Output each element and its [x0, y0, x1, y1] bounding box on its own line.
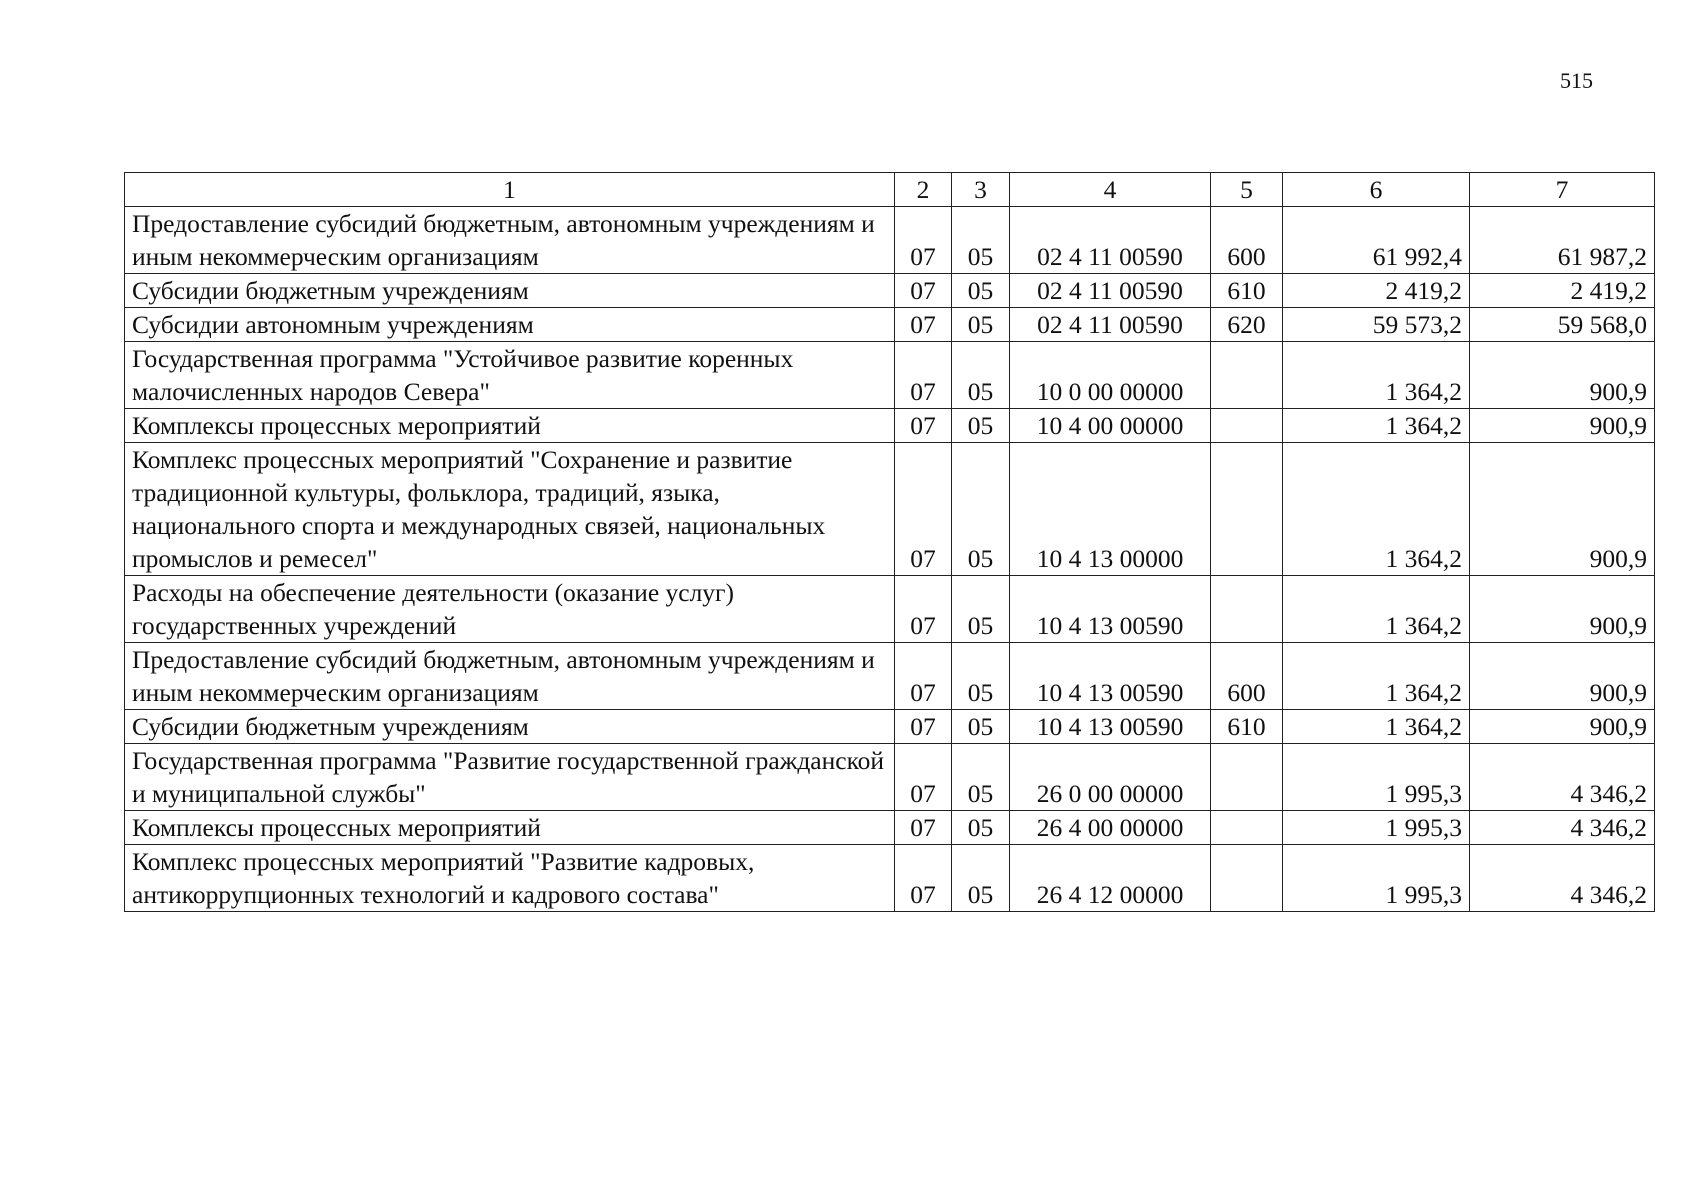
expense-type-cell — [1211, 744, 1283, 811]
table-row — [125, 207, 1655, 274]
table-row — [125, 443, 1655, 576]
amount-col7-cell: 61 987,2 — [1470, 207, 1655, 274]
section-code-cell: 07 — [895, 308, 952, 342]
table-row — [125, 342, 1655, 409]
subsection-code-cell: 05 — [952, 744, 1010, 811]
amount-col7-cell: 900,9 — [1470, 409, 1655, 443]
expense-type-cell — [1211, 811, 1283, 845]
expense-type-cell: 620 — [1211, 308, 1283, 342]
section-code-cell: 07 — [895, 744, 952, 811]
expense-type-cell — [1211, 443, 1283, 576]
expense-type-cell: 600 — [1211, 207, 1283, 274]
target-article-cell: 10 0 00 00000 — [1010, 342, 1211, 409]
subsection-code-cell: 05 — [952, 443, 1010, 576]
expense-type-cell: 600 — [1211, 643, 1283, 710]
section-code-cell: 07 — [895, 643, 952, 710]
section-code-cell: 07 — [895, 409, 952, 443]
amount-col6-cell: 59 573,2 — [1283, 308, 1470, 342]
target-article-cell: 26 4 12 00000 — [1010, 845, 1211, 912]
amount-col6-cell: 1 364,2 — [1283, 643, 1470, 710]
table-row — [125, 845, 1655, 912]
table-header-row — [125, 173, 1655, 207]
amount-col7-cell: 900,9 — [1470, 443, 1655, 576]
section-code-cell: 07 — [895, 710, 952, 744]
row-name-cell: Расходы на обеспечение деятельности (оказание услуг) государственных учреждений — [125, 576, 895, 643]
expense-type-cell — [1211, 409, 1283, 443]
amount-col7-cell: 59 568,0 — [1470, 308, 1655, 342]
column-header-2: 2 — [895, 173, 952, 207]
section-code-cell: 07 — [895, 845, 952, 912]
column-header-3: 3 — [952, 173, 1010, 207]
row-name-cell: Комплекс процессных мероприятий "Развитие кадровых, антикоррупционных технологий и кадрового состава" — [125, 845, 895, 912]
amount-col7-cell: 4 346,2 — [1470, 811, 1655, 845]
target-article-cell: 26 0 00 00000 — [1010, 744, 1211, 811]
amount-col7-cell: 4 346,2 — [1470, 845, 1655, 912]
expense-type-cell — [1211, 576, 1283, 643]
section-code-cell: 07 — [895, 443, 952, 576]
target-article-cell: 10 4 13 00000 — [1010, 443, 1211, 576]
table-row — [125, 710, 1655, 744]
row-name-cell: Субсидии бюджетным учреждениям — [125, 710, 895, 744]
subsection-code-cell: 05 — [952, 643, 1010, 710]
row-name-cell: Комплексы процессных мероприятий — [125, 811, 895, 845]
column-header-4: 4 — [1010, 173, 1211, 207]
subsection-code-cell: 05 — [952, 274, 1010, 308]
expense-type-cell: 610 — [1211, 710, 1283, 744]
subsection-code-cell: 05 — [952, 710, 1010, 744]
row-name-cell: Предоставление субсидий бюджетным, автономным учреждениям и иным некоммерческим организациям — [125, 643, 895, 710]
expense-type-cell — [1211, 342, 1283, 409]
column-header-5: 5 — [1211, 173, 1283, 207]
section-code-cell: 07 — [895, 274, 952, 308]
subsection-code-cell: 05 — [952, 308, 1010, 342]
amount-col7-cell: 900,9 — [1470, 710, 1655, 744]
subsection-code-cell: 05 — [952, 207, 1010, 274]
row-name-cell: Государственная программа "Устойчивое развитие коренных малочисленных народов Севера" — [125, 342, 895, 409]
table-row — [125, 576, 1655, 643]
row-name-cell: Субсидии автономным учреждениям — [125, 308, 895, 342]
amount-col6-cell: 2 419,2 — [1283, 274, 1470, 308]
table-row — [125, 409, 1655, 443]
subsection-code-cell: 05 — [952, 811, 1010, 845]
amount-col7-cell: 2 419,2 — [1470, 274, 1655, 308]
section-code-cell: 07 — [895, 811, 952, 845]
expense-type-cell — [1211, 845, 1283, 912]
table-row — [125, 811, 1655, 845]
amount-col6-cell: 1 364,2 — [1283, 710, 1470, 744]
subsection-code-cell: 05 — [952, 845, 1010, 912]
column-header-7: 7 — [1470, 173, 1655, 207]
row-name-cell: Комплексы процессных мероприятий — [125, 409, 895, 443]
amount-col6-cell: 61 992,4 — [1283, 207, 1470, 274]
expense-type-cell: 610 — [1211, 274, 1283, 308]
section-code-cell: 07 — [895, 342, 952, 409]
table-row — [125, 308, 1655, 342]
target-article-cell: 02 4 11 00590 — [1010, 274, 1211, 308]
budget-table — [124, 172, 1655, 912]
target-article-cell: 02 4 11 00590 — [1010, 308, 1211, 342]
column-header-1: 1 — [125, 173, 895, 207]
subsection-code-cell: 05 — [952, 342, 1010, 409]
amount-col6-cell: 1 995,3 — [1283, 811, 1470, 845]
target-article-cell: 10 4 13 00590 — [1010, 643, 1211, 710]
table-row — [125, 643, 1655, 710]
subsection-code-cell: 05 — [952, 409, 1010, 443]
row-name-cell: Предоставление субсидий бюджетным, автономным учреждениям и иным некоммерческим организациям — [125, 207, 895, 274]
row-name-cell: Государственная программа "Развитие государственной гражданской и муниципальной службы" — [125, 744, 895, 811]
page-number: 515 — [1560, 68, 1593, 93]
amount-col7-cell: 900,9 — [1470, 576, 1655, 643]
row-name-cell: Комплекс процессных мероприятий "Сохранение и развитие традиционной культуры, фольклора, традиций, языка, национального спорта и международных связей, национальных промыслов и ремесел" — [125, 443, 895, 576]
table-row — [125, 744, 1655, 811]
column-header-6: 6 — [1283, 173, 1470, 207]
table-row — [125, 274, 1655, 308]
target-article-cell: 02 4 11 00590 — [1010, 207, 1211, 274]
amount-col6-cell: 1 364,2 — [1283, 576, 1470, 643]
section-code-cell: 07 — [895, 576, 952, 643]
target-article-cell: 10 4 00 00000 — [1010, 409, 1211, 443]
table-body — [125, 207, 1655, 912]
target-article-cell: 26 4 00 00000 — [1010, 811, 1211, 845]
target-article-cell: 10 4 13 00590 — [1010, 710, 1211, 744]
amount-col7-cell: 900,9 — [1470, 643, 1655, 710]
section-code-cell: 07 — [895, 207, 952, 274]
amount-col6-cell: 1 995,3 — [1283, 744, 1470, 811]
row-name-cell: Субсидии бюджетным учреждениям — [125, 274, 895, 308]
subsection-code-cell: 05 — [952, 576, 1010, 643]
amount-col6-cell: 1 364,2 — [1283, 443, 1470, 576]
amount-col7-cell: 900,9 — [1470, 342, 1655, 409]
amount-col6-cell: 1 364,2 — [1283, 409, 1470, 443]
amount-col6-cell: 1 995,3 — [1283, 845, 1470, 912]
target-article-cell: 10 4 13 00590 — [1010, 576, 1211, 643]
amount-col7-cell: 4 346,2 — [1470, 744, 1655, 811]
amount-col6-cell: 1 364,2 — [1283, 342, 1470, 409]
